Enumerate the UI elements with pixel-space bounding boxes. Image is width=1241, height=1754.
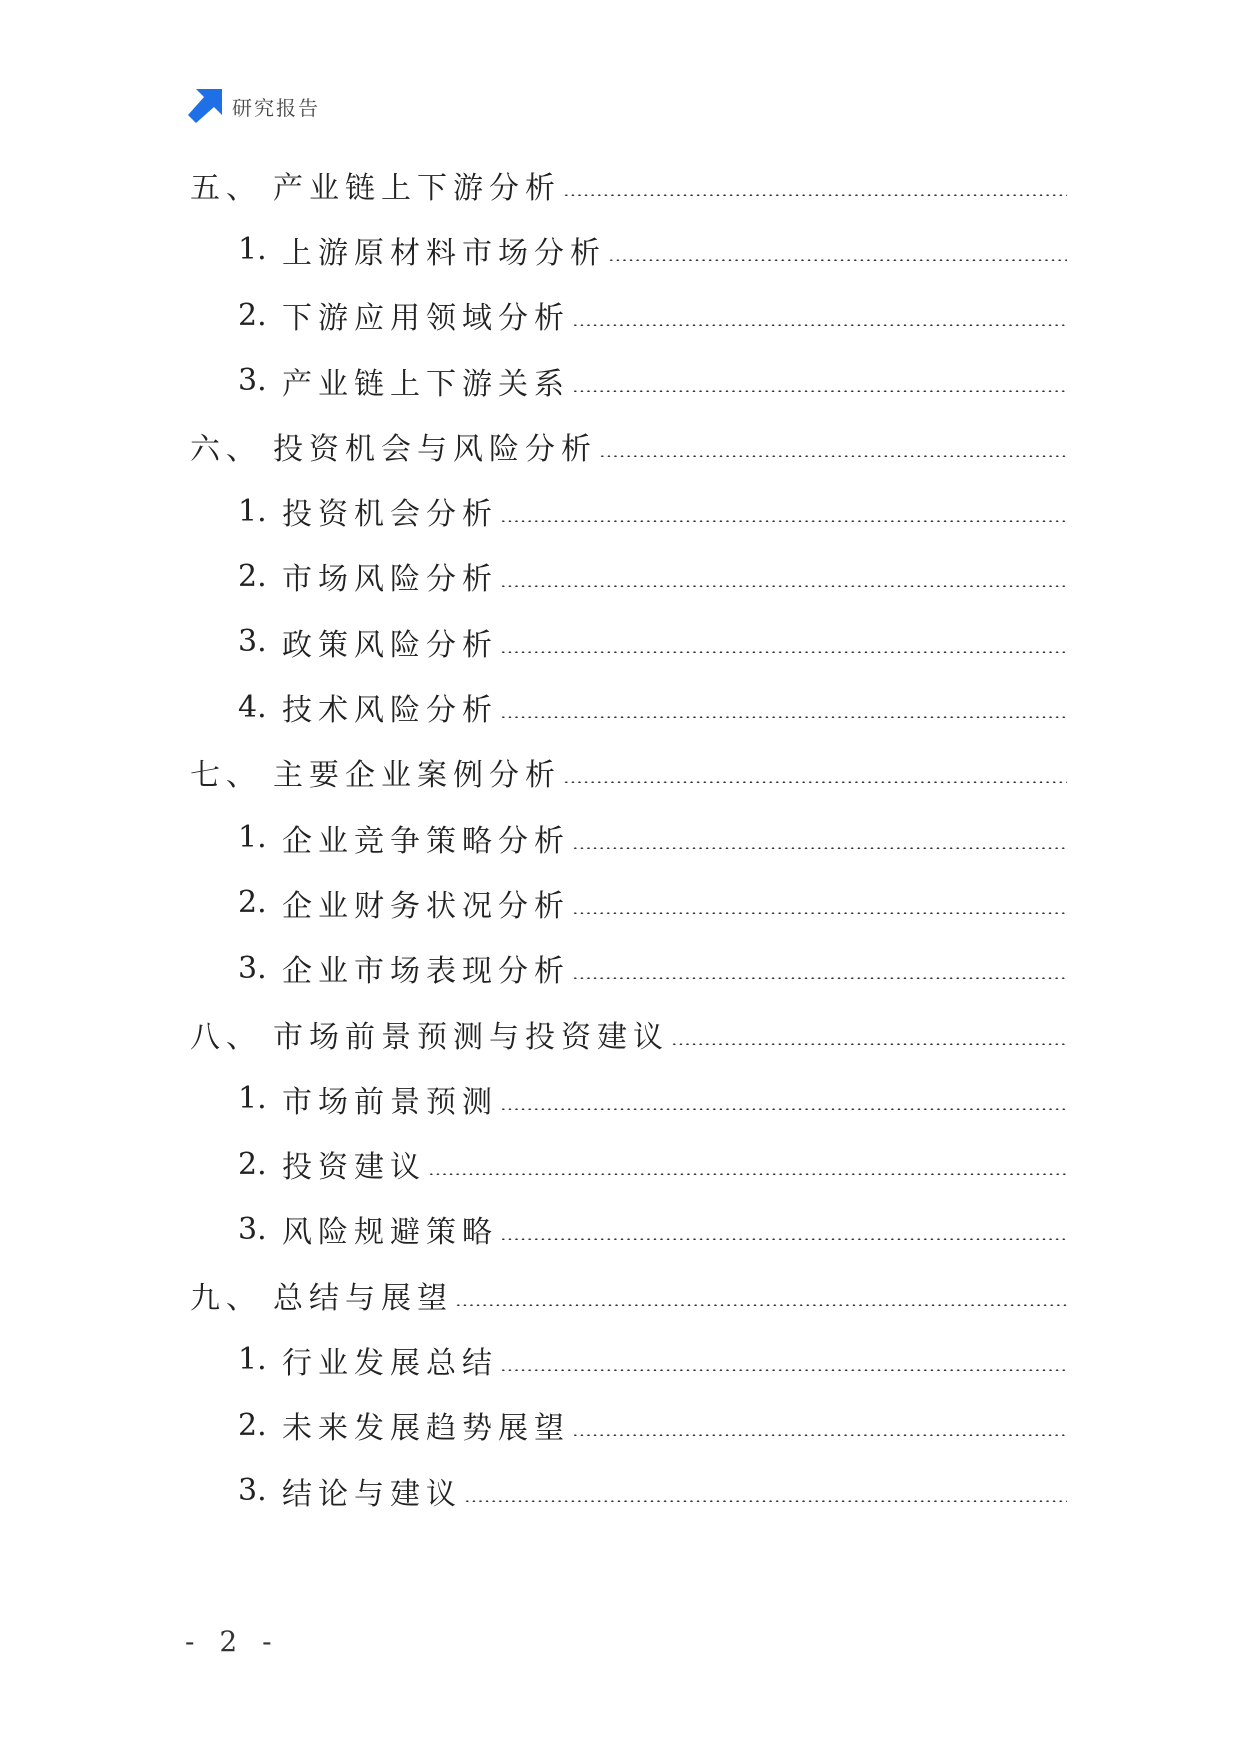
toc-section[interactable] [190, 1393, 1067, 1458]
toc-section[interactable] [190, 217, 1067, 282]
toc-section[interactable] [190, 544, 1067, 609]
dot-leader [455, 1280, 1067, 1310]
toc-number: 七、 [190, 758, 262, 794]
toc-title: 政策风险分析 [282, 627, 498, 663]
toc-number: 1. [238, 232, 267, 268]
toc-number: 1. [238, 1342, 267, 1378]
toc-section[interactable] [190, 870, 1067, 935]
toc-title: 主要企业案例分析 [273, 758, 561, 794]
toc-title: 下游应用领域分析 [282, 301, 570, 337]
page-header [188, 89, 320, 123]
toc-title: 投资建议 [282, 1150, 426, 1186]
toc-chapter[interactable] [190, 740, 1067, 805]
toc-title: 企业财务状况分析 [282, 888, 570, 924]
toc-chapter[interactable] [190, 1262, 1067, 1327]
toc-number: 八、 [190, 1019, 262, 1055]
toc-chapter[interactable] [190, 1001, 1067, 1066]
dot-leader [608, 235, 1067, 265]
toc-section[interactable] [190, 348, 1067, 413]
toc-section[interactable] [190, 478, 1067, 543]
dot-leader [500, 496, 1067, 526]
dot-leader [572, 300, 1067, 330]
toc-number: 2. [238, 558, 267, 594]
toc-section[interactable] [190, 1131, 1067, 1196]
toc-number: 3. [238, 950, 267, 986]
toc-title: 投资机会分析 [282, 497, 498, 533]
dot-leader [500, 692, 1067, 722]
dot-leader [572, 1410, 1067, 1440]
toc-section[interactable] [190, 1066, 1067, 1131]
header-title: 研究报告 [232, 95, 320, 120]
toc-number: 2. [238, 297, 267, 333]
dot-leader [500, 561, 1067, 591]
toc-chapter[interactable] [190, 413, 1067, 478]
dot-leader [671, 1019, 1067, 1049]
toc-title: 市场前景预测 [282, 1084, 498, 1120]
dot-leader [500, 1345, 1067, 1375]
toc-number: 1. [238, 820, 267, 856]
toc-title: 企业竞争策略分析 [282, 823, 570, 859]
toc-section[interactable] [190, 805, 1067, 870]
toc-chapter[interactable] [190, 152, 1067, 217]
dot-leader [500, 627, 1067, 657]
toc-number: 2. [238, 1407, 267, 1443]
toc-number: 九、 [190, 1280, 262, 1316]
dot-leader [572, 823, 1067, 853]
toc-number: 2. [238, 885, 267, 921]
toc-title: 市场前景预测与投资建议 [273, 1019, 669, 1055]
toc-section[interactable] [190, 609, 1067, 674]
dot-leader [563, 170, 1067, 200]
toc-number: 2. [238, 1146, 267, 1182]
dot-leader [599, 431, 1067, 461]
toc-title: 结论与建议 [282, 1476, 462, 1512]
toc-number: 4. [238, 689, 267, 725]
page-number: - 2 - [185, 1625, 280, 1658]
toc-number: 六、 [190, 431, 262, 467]
dot-leader [500, 1214, 1067, 1244]
toc-number: 3. [238, 1473, 267, 1509]
dot-leader [572, 888, 1067, 918]
table-of-contents [190, 152, 1067, 1523]
toc-title: 行业发展总结 [282, 1345, 498, 1381]
dot-leader [464, 1476, 1067, 1506]
toc-title: 产业链上下游关系 [282, 366, 570, 402]
toc-title: 市场风险分析 [282, 562, 498, 598]
toc-number: 五、 [190, 170, 262, 206]
toc-number: 3. [238, 1211, 267, 1247]
dot-leader [572, 953, 1067, 983]
toc-title: 技术风险分析 [282, 693, 498, 729]
toc-title: 投资机会与风险分析 [273, 431, 597, 467]
toc-section[interactable] [190, 1197, 1067, 1262]
toc-number: 1. [238, 493, 267, 529]
toc-number: 3. [238, 363, 267, 399]
toc-title: 企业市场表现分析 [282, 954, 570, 990]
toc-section[interactable] [190, 936, 1067, 1001]
arrow-up-right-icon [188, 89, 222, 123]
toc-title: 产业链上下游分析 [273, 170, 561, 206]
toc-number: 1. [238, 1081, 267, 1117]
toc-section[interactable] [190, 283, 1067, 348]
dot-leader [500, 1084, 1067, 1114]
dot-leader [428, 1149, 1067, 1179]
toc-title: 未来发展趋势展望 [282, 1411, 570, 1447]
dot-leader [563, 757, 1067, 787]
toc-section[interactable] [190, 1458, 1067, 1523]
toc-section[interactable] [190, 674, 1067, 739]
toc-title: 总结与展望 [273, 1280, 453, 1316]
toc-number: 3. [238, 624, 267, 660]
toc-title: 上游原材料市场分析 [282, 235, 606, 271]
toc-title: 风险规避策略 [282, 1215, 498, 1251]
dot-leader [572, 366, 1067, 396]
toc-section[interactable] [190, 1327, 1067, 1392]
